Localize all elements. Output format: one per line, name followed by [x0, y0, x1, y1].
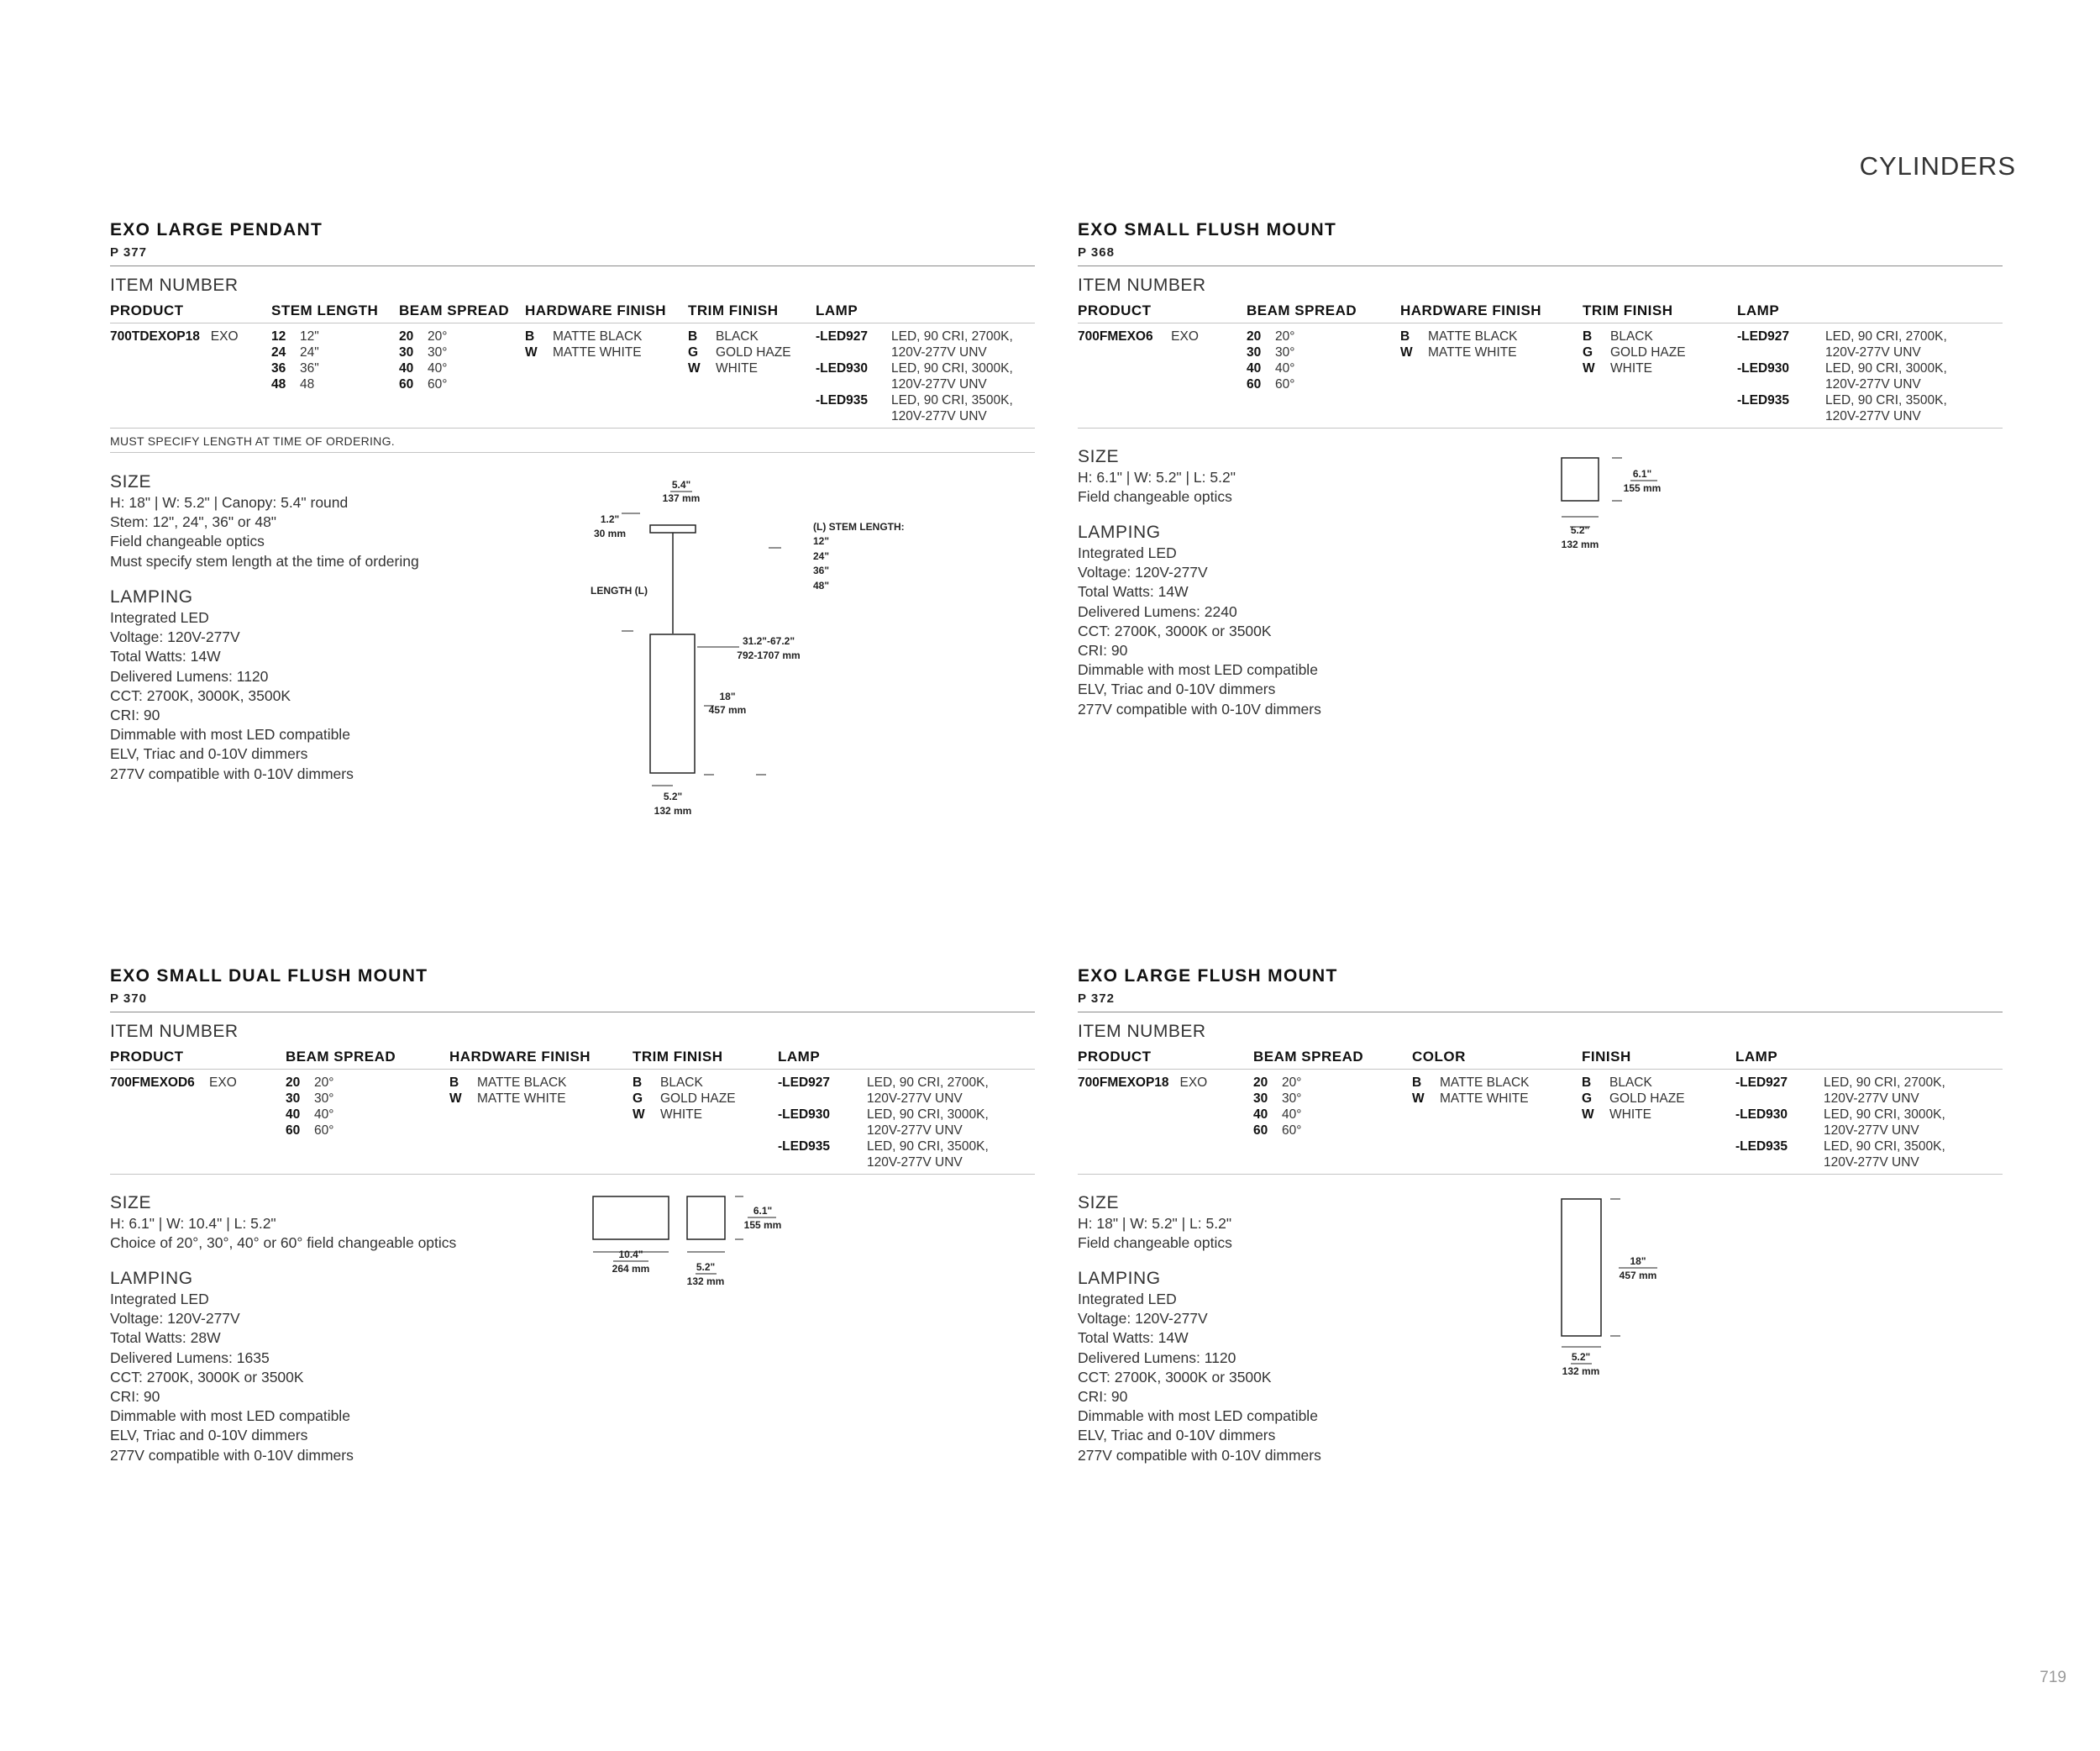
option-row: 60 60° — [399, 377, 448, 392]
divider — [1078, 1174, 2003, 1175]
option-row: W MATTE WHITE — [525, 345, 642, 360]
option-row: 48 48 — [271, 377, 315, 392]
option-row: B BLACK — [688, 329, 759, 344]
lamp-options: -LED927 LED, 90 CRI, 2700K, 120V-277V UNV -LED930 LED, 90 CRI, 3000K, 120V-277V UNV -LED935 LED, 90 CRI, 3500K, 120V-277V UNV — [816, 329, 1013, 423]
small-dual-flush-mount-diagram — [588, 1191, 798, 1292]
size-line: H: 18" | W: 5.2" | Canopy: 5.4" round — [110, 494, 349, 511]
beam-spread-options — [1253, 1075, 1301, 1138]
option-row: 20 20° — [1247, 329, 1295, 344]
product-cell — [1078, 329, 1199, 344]
lamp-code: -LED927 — [778, 1075, 831, 1090]
size-line: Choice of 20°, 30°, 40° or 60° field changeable optics — [110, 1234, 457, 1251]
section-header: CYLINDERS — [1859, 151, 2016, 181]
product-code: 700FMEXOP18 — [1078, 1075, 1169, 1090]
lamping-line: Voltage: 120V-277V — [1078, 1310, 1208, 1327]
cylinder-shape — [1562, 1199, 1601, 1336]
column-header-product: PRODUCT — [110, 1049, 184, 1065]
lamping-line: Integrated LED — [110, 1291, 209, 1307]
page-reference: P 368 — [1078, 245, 1115, 260]
depth-in: 5.2" — [696, 1261, 716, 1273]
product-code: 700TDEXOP18 — [110, 329, 200, 344]
column-header-beam-spread: BEAM SPREAD — [399, 302, 510, 318]
lamping-line: 277V compatible with 0-10V dimmers — [110, 765, 354, 782]
lamping-line: Delivered Lumens: 1635 — [110, 1349, 270, 1366]
column-header-beam-spread: BEAM SPREAD — [1253, 1049, 1364, 1065]
column-header-product: PRODUCT — [1078, 302, 1152, 318]
product-cell — [110, 1075, 237, 1091]
column-header-beam-spread: BEAM SPREAD — [286, 1049, 396, 1065]
body-height-mm: 457 mm — [708, 704, 747, 716]
option-row: 20 20° — [286, 1075, 334, 1090]
lamping-line: Delivered Lumens: 1120 — [1078, 1349, 1236, 1366]
product-section-small-flush-mount — [1078, 220, 2003, 741]
item-number-label: ITEM NUMBER — [1078, 1022, 1206, 1041]
cylinder-body-shape — [650, 634, 695, 773]
option-row: 60 60° — [286, 1123, 334, 1138]
product-cell — [110, 329, 239, 344]
length-label: LENGTH (L) — [591, 585, 648, 597]
lamping-line: CRI: 90 — [110, 707, 160, 723]
stem-length-option: 48" — [813, 580, 830, 592]
canopy-height-in: 1.2" — [600, 513, 620, 525]
lamping-line: CRI: 90 — [1078, 1388, 1128, 1405]
lamp-code: -LED930 — [1735, 1107, 1788, 1122]
option-row: 30 30° — [286, 1091, 334, 1106]
lamp-code: -LED930 — [778, 1107, 831, 1122]
lamping-line: ELV, Triac and 0-10V dimmers — [110, 745, 308, 762]
canopy-width-mm: 137 mm — [662, 492, 701, 504]
divider — [110, 452, 1035, 453]
lamping-line: CRI: 90 — [1078, 642, 1128, 659]
width-mm: 132 mm — [654, 805, 692, 817]
body-height-in: 18" — [719, 691, 736, 702]
lamp-code: -LED930 — [816, 361, 869, 376]
height-in: 6.1" — [1632, 468, 1652, 480]
column-header-beam-spread: BEAM SPREAD — [1247, 302, 1357, 318]
option-row: G GOLD HAZE — [1583, 345, 1686, 360]
lamping-line: Dimmable with most LED compatible — [1078, 661, 1318, 678]
height-mm: 155 mm — [743, 1219, 782, 1231]
option-row: B MATTE BLACK — [1400, 329, 1518, 344]
lamping-line: Total Watts: 14W — [110, 648, 221, 665]
size-heading: SIZE — [110, 472, 152, 492]
option-row: G GOLD HAZE — [633, 1091, 736, 1106]
lamping-line: Voltage: 120V-277V — [110, 628, 240, 645]
option-row: 30 30° — [1247, 345, 1295, 360]
size-heading: SIZE — [110, 1193, 152, 1212]
column-header-trim-finish: TRIM FINISH — [633, 1049, 723, 1065]
height-mm: 457 mm — [1619, 1270, 1657, 1281]
pendant-dimension-diagram — [580, 466, 932, 836]
width-mm: 132 mm — [1561, 539, 1599, 550]
option-row: W WHITE — [1583, 361, 1652, 376]
product-section-small-dual-flush-mount — [110, 966, 1035, 1470]
hardware-finish-options — [449, 1075, 567, 1107]
lamping-line: ELV, Triac and 0-10V dimmers — [110, 1427, 308, 1443]
option-row: 40 40° — [1247, 361, 1295, 376]
width-mm: 132 mm — [1562, 1365, 1600, 1377]
trim-finish-options — [633, 1075, 736, 1123]
option-row: W MATTE WHITE — [1400, 345, 1517, 360]
divider — [110, 1174, 1035, 1175]
size-heading: SIZE — [1078, 1193, 1120, 1212]
width-in: 10.4" — [618, 1249, 643, 1260]
size-line: H: 6.1" | W: 5.2" | L: 5.2" — [1078, 469, 1236, 486]
product-section-large-flush-mount — [1078, 966, 2003, 1470]
column-header-lamp: LAMP — [778, 1049, 821, 1065]
lamping-line: Dimmable with most LED compatible — [110, 1407, 350, 1424]
column-header-lamp: LAMP — [1735, 1049, 1778, 1065]
lamping-line: Voltage: 120V-277V — [1078, 564, 1208, 581]
lamping-line: Delivered Lumens: 1120 — [110, 668, 269, 685]
beam-spread-options — [399, 329, 447, 392]
product-title: EXO SMALL FLUSH MOUNT — [1078, 220, 1337, 239]
option-row: G GOLD HAZE — [688, 345, 791, 360]
lamping-line: CCT: 2700K, 3000K or 3500K — [1078, 623, 1272, 639]
ordering-note: MUST SPECIFY LENGTH AT TIME OF ORDERING. — [110, 434, 395, 448]
lamping-line: Integrated LED — [1078, 544, 1177, 561]
small-flush-mount-diagram — [1550, 450, 1684, 559]
option-row: B BLACK — [1582, 1075, 1652, 1090]
product-title: EXO LARGE PENDANT — [110, 220, 323, 239]
lamp-code: -LED935 — [1737, 393, 1790, 408]
column-header-hardware-finish: HARDWARE FINISH — [525, 302, 667, 318]
lamping-heading: LAMPING — [110, 1269, 193, 1288]
width-in: 5.2" — [663, 791, 683, 802]
lamping-line: CRI: 90 — [110, 1388, 160, 1405]
option-row: 40 40° — [1253, 1107, 1302, 1122]
height-in: 18" — [1630, 1255, 1646, 1267]
product-title: EXO LARGE FLUSH MOUNT — [1078, 966, 1338, 986]
product-title: EXO SMALL DUAL FLUSH MOUNT — [110, 966, 428, 986]
lamping-line: ELV, Triac and 0-10V dimmers — [1078, 1427, 1276, 1443]
column-header-color: COLOR — [1412, 1049, 1466, 1065]
stem-length-option: 36" — [813, 565, 830, 576]
column-header-product: PRODUCT — [1078, 1049, 1152, 1065]
item-number-label: ITEM NUMBER — [110, 276, 239, 295]
lamping-line: Dimmable with most LED compatible — [1078, 1407, 1318, 1424]
column-header-finish: FINISH — [1582, 1049, 1631, 1065]
option-row: 30 30° — [399, 345, 448, 360]
lamping-line: Voltage: 120V-277V — [110, 1310, 240, 1327]
canopy-shape — [650, 525, 696, 533]
product-code: 700FMEXOD6 — [110, 1075, 195, 1090]
page-reference: P 377 — [110, 245, 147, 260]
option-row: B MATTE BLACK — [449, 1075, 567, 1090]
overall-length-in: 31.2"-67.2" — [742, 635, 795, 647]
color-options — [1412, 1075, 1530, 1107]
lamp-code: -LED935 — [1735, 1139, 1788, 1154]
divider — [1078, 1069, 2003, 1070]
item-number-label: ITEM NUMBER — [1078, 276, 1206, 295]
option-row: B MATTE BLACK — [525, 329, 643, 344]
column-header-lamp: LAMP — [1737, 302, 1780, 318]
lamp-options: -LED927 LED, 90 CRI, 2700K, 120V-277V UNV -LED930 LED, 90 CRI, 3000K, 120V-277V UNV -LED935 LED, 90 CRI, 3500K, 120V-277V UNV — [778, 1075, 989, 1170]
size-line: Stem: 12", 24", 36" or 48" — [110, 513, 277, 530]
lamp-code: -LED927 — [816, 329, 869, 344]
product-name: EXO — [210, 329, 239, 344]
column-header-hardware-finish: HARDWARE FINISH — [1400, 302, 1542, 318]
product-name: EXO — [1171, 329, 1199, 344]
lamp-code: -LED935 — [816, 393, 869, 408]
trim-finish-options — [1583, 329, 1686, 376]
stem-length-option: 24" — [813, 550, 830, 562]
height-mm: 155 mm — [1623, 482, 1662, 494]
option-row: 60 60° — [1247, 377, 1295, 392]
column-header-trim-finish: TRIM FINISH — [688, 302, 779, 318]
option-row: W WHITE — [1582, 1107, 1651, 1122]
depth-mm: 132 mm — [686, 1275, 725, 1287]
option-row: 30 30° — [1253, 1091, 1302, 1106]
lamping-line: CCT: 2700K, 3000K or 3500K — [1078, 1369, 1272, 1386]
size-heading: SIZE — [1078, 447, 1120, 466]
lamping-line: 277V compatible with 0-10V dimmers — [1078, 1447, 1321, 1464]
lamp-code: -LED927 — [1735, 1075, 1788, 1090]
divider — [1078, 428, 2003, 429]
option-row: 36 36" — [271, 361, 319, 376]
column-header-lamp: LAMP — [816, 302, 858, 318]
column-header-stem-length: STEM LENGTH — [271, 302, 379, 318]
dual-mount-side-shape — [687, 1196, 725, 1239]
option-row: B BLACK — [633, 1075, 703, 1090]
lamp-options: -LED927 LED, 90 CRI, 2700K, 120V-277V UNV -LED930 LED, 90 CRI, 3000K, 120V-277V UNV -LED935 LED, 90 CRI, 3500K, 120V-277V UNV — [1737, 329, 1947, 423]
dual-mount-front-shape — [593, 1196, 669, 1239]
overall-length-mm: 792-1707 mm — [737, 649, 801, 661]
product-cell — [1078, 1075, 1207, 1091]
lamping-line: ELV, Triac and 0-10V dimmers — [1078, 681, 1276, 697]
hardware-finish-options — [525, 329, 643, 360]
stem-length-option: 12" — [813, 535, 830, 547]
option-row: 24 24" — [271, 345, 319, 360]
option-row: W WHITE — [633, 1107, 702, 1122]
canopy-width-in: 5.4" — [671, 479, 691, 491]
height-in: 6.1" — [753, 1205, 773, 1217]
product-code: 700FMEXO6 — [1078, 329, 1153, 344]
item-number-label: ITEM NUMBER — [110, 1022, 239, 1041]
size-line: Field changeable optics — [1078, 488, 1232, 505]
lamping-line: 277V compatible with 0-10V dimmers — [1078, 701, 1321, 718]
lamping-heading: LAMPING — [1078, 1269, 1161, 1288]
option-row: 40 40° — [286, 1107, 334, 1122]
option-row: G GOLD HAZE — [1582, 1091, 1685, 1106]
lamping-line: Total Watts: 14W — [1078, 1329, 1189, 1346]
option-row: 60 60° — [1253, 1123, 1302, 1138]
stem-length-label: (L) STEM LENGTH: — [813, 521, 905, 533]
lamp-code: -LED927 — [1737, 329, 1790, 344]
width-in: 5.2" — [1571, 1351, 1591, 1363]
column-header-trim-finish: TRIM FINISH — [1583, 302, 1673, 318]
lamping-line: Total Watts: 28W — [110, 1329, 221, 1346]
option-row: W WHITE — [688, 361, 758, 376]
column-header-hardware-finish: HARDWARE FINISH — [449, 1049, 591, 1065]
lamping-heading: LAMPING — [110, 587, 193, 607]
page-reference: P 370 — [110, 991, 147, 1006]
lamp-code: -LED935 — [778, 1139, 831, 1154]
option-row: 20 20° — [399, 329, 448, 344]
size-line: Field changeable optics — [110, 533, 265, 549]
option-row: B BLACK — [1583, 329, 1653, 344]
page-number: 719 — [2040, 1669, 2066, 1686]
large-flush-mount-diagram — [1550, 1191, 1684, 1393]
canopy-height-mm: 30 mm — [593, 528, 627, 539]
width-mm: 264 mm — [612, 1263, 650, 1275]
option-row: 12 12" — [271, 329, 319, 344]
lamping-line: Total Watts: 14W — [1078, 583, 1189, 600]
width-in: 5.2" — [1570, 524, 1590, 536]
option-row: 40 40° — [399, 361, 448, 376]
size-line: H: 18" | W: 5.2" | L: 5.2" — [1078, 1215, 1232, 1232]
divider — [110, 428, 1035, 429]
size-line: Must specify stem length at the time of ordering — [110, 553, 419, 570]
lamping-line: Delivered Lumens: 2240 — [1078, 603, 1237, 620]
finish-options — [1582, 1075, 1685, 1123]
product-name: EXO — [209, 1075, 237, 1090]
size-line: Field changeable optics — [1078, 1234, 1232, 1251]
beam-spread-options — [286, 1075, 333, 1138]
lamping-line: Dimmable with most LED compatible — [110, 726, 350, 743]
beam-spread-options — [1247, 329, 1294, 392]
column-header-product: PRODUCT — [110, 302, 184, 318]
lamping-heading: LAMPING — [1078, 523, 1161, 542]
divider — [110, 1069, 1035, 1070]
trim-finish-options — [688, 329, 791, 376]
lamping-line: Integrated LED — [110, 609, 209, 626]
option-row: B MATTE BLACK — [1412, 1075, 1530, 1090]
lamp-options: -LED927 LED, 90 CRI, 2700K, 120V-277V UNV -LED930 LED, 90 CRI, 3000K, 120V-277V UNV -LED935 LED, 90 CRI, 3500K, 120V-277V UNV — [1735, 1075, 1945, 1170]
lamp-code: -LED930 — [1737, 361, 1790, 376]
option-row: W MATTE WHITE — [1412, 1091, 1529, 1106]
lamping-line: 277V compatible with 0-10V dimmers — [110, 1447, 354, 1464]
page-reference: P 372 — [1078, 991, 1115, 1006]
hardware-finish-options — [1400, 329, 1518, 360]
lamping-line: CCT: 2700K, 3000K or 3500K — [110, 1369, 304, 1386]
option-row: W MATTE WHITE — [449, 1091, 566, 1106]
stem-length-options — [271, 329, 319, 392]
size-line: H: 6.1" | W: 10.4" | L: 5.2" — [110, 1215, 276, 1232]
option-row: 20 20° — [1253, 1075, 1302, 1090]
product-name: EXO — [1179, 1075, 1208, 1090]
cylinder-shape — [1562, 458, 1599, 501]
lamping-line: CCT: 2700K, 3000K, 3500K — [110, 687, 291, 704]
lamping-line: Integrated LED — [1078, 1291, 1177, 1307]
